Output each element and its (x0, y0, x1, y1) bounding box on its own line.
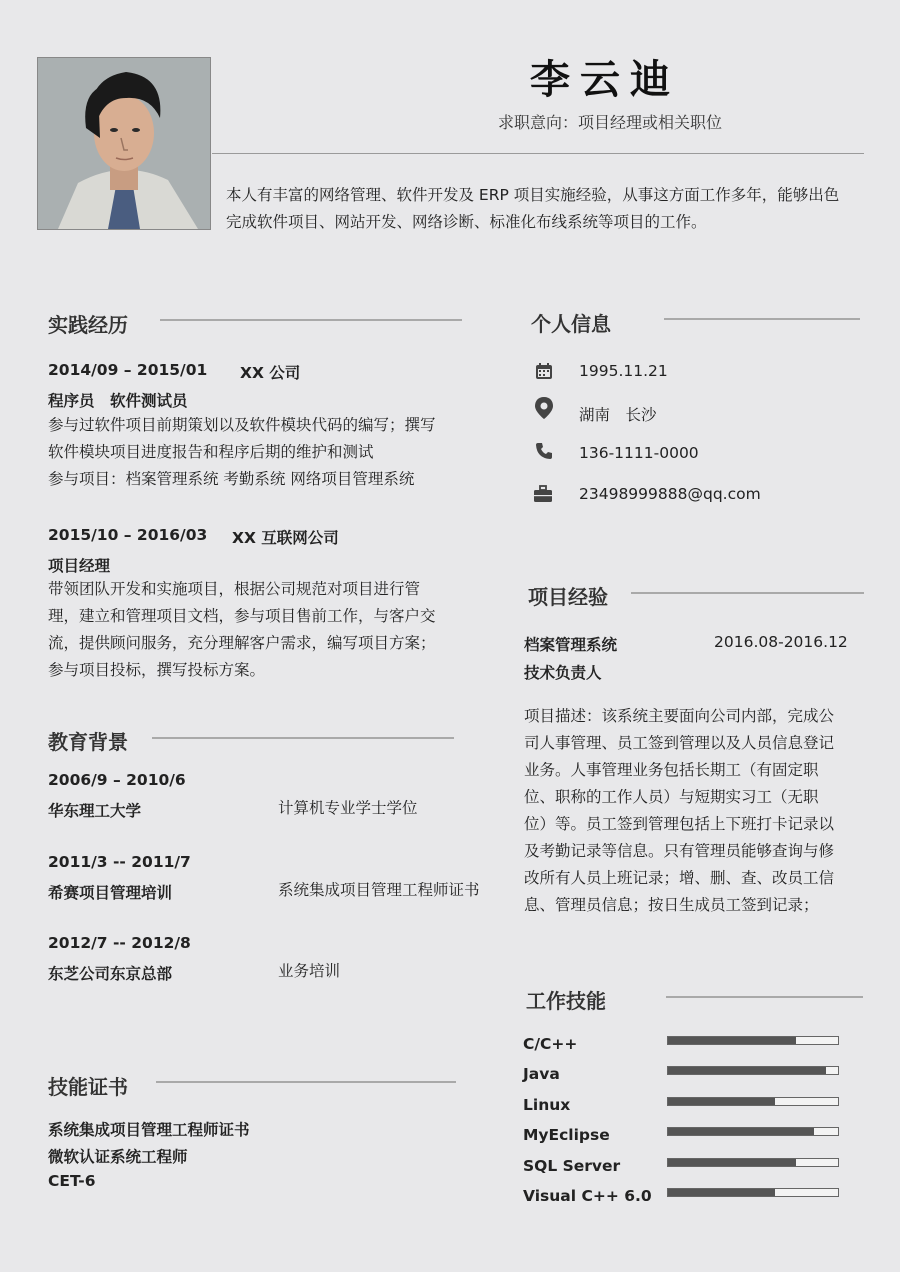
section-title-project: 项目经验 (528, 585, 608, 609)
phone-icon (535, 442, 553, 460)
job-role: 程序员 软件测试员 (48, 392, 188, 410)
skill-name: Java (523, 1065, 560, 1083)
skill-bar (667, 1066, 839, 1075)
job-desc-line: 参与项目投标，撰写投标方案。 (48, 661, 266, 679)
project-desc-line: 业务。人事管理业务包括长期工（有固定职 (524, 761, 819, 779)
job-desc-line: 理，建立和管理项目文档，参与项目售前工作，与客户交 (48, 607, 436, 625)
project-period: 2016.08-2016.12 (714, 633, 848, 651)
candidate-name: 李云迪 (530, 57, 680, 103)
edu-degree: 计算机专业学士学位 (278, 799, 418, 817)
skill-bar (667, 1188, 839, 1197)
email-address: 23498999888@qq.com (579, 485, 761, 503)
location-pin-icon (533, 396, 555, 420)
job-desc-line: 软件模块项目进度报告和程序后期的维护和测试 (48, 443, 374, 461)
cert-item: 微软认证系统工程师 (48, 1148, 188, 1166)
edu-school: 希赛项目管理培训 (48, 884, 173, 902)
edu-degree: 系统集成项目管理工程师证书 (278, 881, 480, 899)
job-desc-line: 参与项目：档案管理系统 考勤系统 网络项目管理系统 (48, 470, 415, 488)
skill-name: MyEclipse (523, 1126, 610, 1144)
calendar-icon (534, 361, 554, 381)
job-company: XX 互联网公司 (232, 529, 339, 547)
job-role: 项目经理 (48, 557, 111, 575)
briefcase-icon (533, 484, 553, 504)
self-summary: 本人有丰富的网络管理、软件开发及 ERP 项目实施经验，从事这方面工作多年，能够出色完成软件项目、网站开发、网络诊断、标准化布线系统等项目的工作。 (226, 186, 840, 231)
job-desc-line: 流，提供顾问服务，充分理解客户需求，编写项目方案； (48, 634, 436, 652)
section-rule (160, 319, 462, 321)
project-desc-line: 项目描述：该系统主要面向公司内部，完成公 (524, 707, 835, 725)
skill-bar-fill (668, 1159, 796, 1166)
cert-item: 系统集成项目管理工程师证书 (48, 1121, 250, 1139)
skill-name: C/C++ (523, 1035, 578, 1053)
profile-photo (37, 57, 211, 230)
skill-name: Visual C++ 6.0 (523, 1187, 652, 1205)
edu-degree: 业务培训 (278, 962, 341, 980)
skill-bar-fill (668, 1037, 796, 1044)
project-desc-line: 改所有人员上班记录；增、删、查、改员工信 (524, 869, 835, 887)
skill-name: SQL Server (523, 1157, 621, 1175)
section-title-skills: 工作技能 (526, 989, 606, 1013)
project-desc-line: 及考勤记录等信息。只有管理员能够查询与修 (524, 842, 835, 860)
section-title-personal: 个人信息 (531, 312, 611, 336)
project-desc-line: 息、管理员信息；按日生成员工签到记录； (524, 896, 819, 914)
skill-bar (667, 1036, 839, 1045)
section-rule (631, 592, 864, 594)
edu-school: 华东理工大学 (48, 802, 142, 820)
job-desc-line: 参与过软件项目前期策划以及软件模块代码的编写；撰写 (48, 416, 436, 434)
job-intent: 求职意向：项目经理或相关职位 (497, 113, 722, 132)
cert-item: CET-6 (48, 1172, 96, 1190)
phone-number: 136-1111-0000 (579, 444, 699, 462)
edu-school: 东芝公司东京总部 (48, 965, 173, 983)
skill-name: Linux (523, 1096, 571, 1114)
section-rule (664, 318, 860, 320)
job-desc-line: 带领团队开发和实施项目，根据公司规范对项目进行管 (48, 580, 421, 598)
section-rule (156, 1081, 456, 1083)
location: 湖南 长沙 (579, 406, 657, 424)
edu-period: 2012/7 -- 2012/8 (48, 934, 191, 952)
skill-bar (667, 1127, 839, 1136)
skill-bar-fill (668, 1098, 775, 1105)
section-rule (666, 996, 863, 998)
edu-period: 2006/9 – 2010/6 (48, 771, 186, 789)
skill-bar (667, 1158, 839, 1167)
project-desc-line: 司人事管理、员工签到管理以及人员信息登记 (524, 734, 835, 752)
skill-bar-fill (668, 1067, 826, 1074)
birth-date: 1995.11.21 (579, 362, 668, 380)
job-period: 2015/10 – 2016/03 (48, 526, 208, 544)
project-role: 技术负责人 (524, 664, 602, 682)
skill-bar-fill (668, 1189, 775, 1196)
portrait-image (38, 58, 210, 229)
project-desc-line: 位）等。员工签到管理包括上下班打卡记录以 (524, 815, 835, 833)
project-name: 档案管理系统 (524, 636, 618, 654)
section-rule (152, 737, 454, 739)
section-title-practice: 实践经历 (48, 313, 128, 337)
edu-period: 2011/3 -- 2011/7 (48, 853, 191, 871)
skill-bar-fill (668, 1128, 814, 1135)
job-period: 2014/09 – 2015/01 (48, 361, 208, 379)
section-title-certs: 技能证书 (48, 1075, 128, 1099)
section-title-education: 教育背景 (48, 730, 128, 754)
skill-bar (667, 1097, 839, 1106)
job-company: XX 公司 (240, 364, 301, 382)
header-divider (212, 153, 864, 154)
project-desc-line: 位、职称的工作人员）与短期实习工（无职 (524, 788, 819, 806)
